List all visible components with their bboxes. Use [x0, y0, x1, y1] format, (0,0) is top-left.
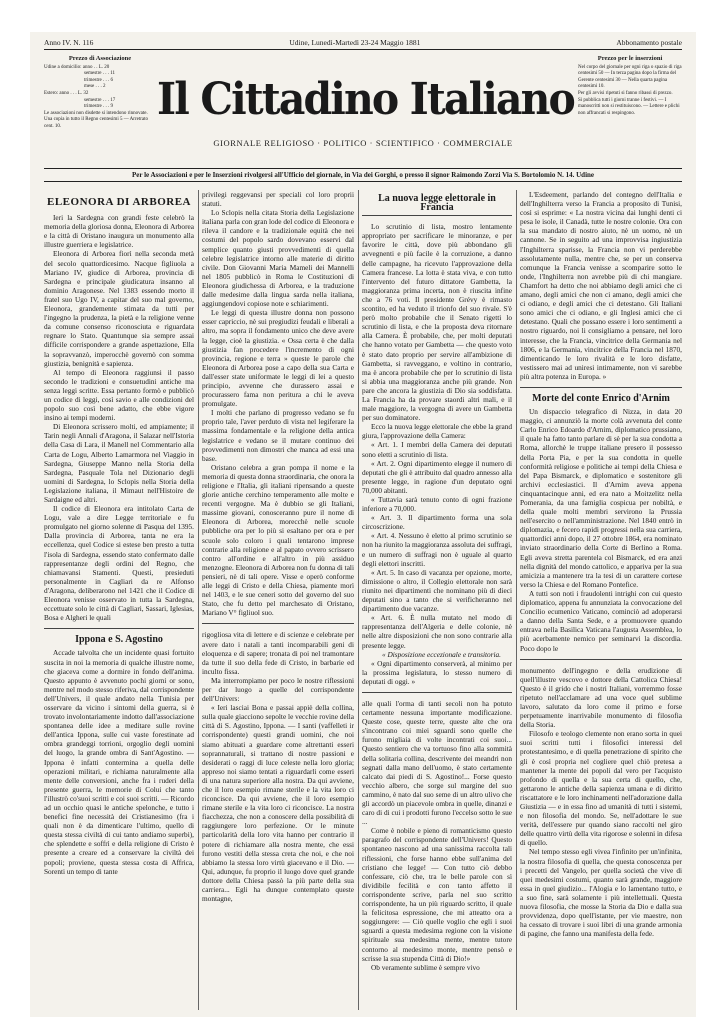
subscription-price-line: Estero: anno . . . L. 32: [44, 90, 89, 96]
article-paragraph: Il codice di Eleonora era intitolato Carta de Logu, vale a dire Legge territoriale e fu promulgato nel giorno solenne di Pasqua del 1395. Dalla provincia di Arborea, tanta ne era la eccellenza, quel Codice si estese ben presto a tutta l'isola di Sardegna, essendo stato confermato dalle rappresentanze degli ordini del Regno, che chiamavansi Stamenti. Questi, presieduti personalmente in Cagliari da re Alfonso d'Aragona, deliberarono nel 1421 che il Codice di Eleonora venisse osservato in tutta la Sardegna, eccettuate solo le città di Cagliari, Sassari, Iglesias, Bosa e Algheri le quali: [44, 504, 194, 623]
subscription-prices-box: [44, 56, 156, 131]
law-article: « Art. 1. I membri della Camera dei deputati sono eletti a scrutinio di lista.: [362, 440, 512, 459]
article-paragraph: Eleonora di Arborea fiorì nella seconda metà del secolo quattordicesimo. Nacque figliuola a Mariano IV, giudice di Arborea, provincia di Sardegna e principale giudicatura insanno al dominio Aragonese. Nel 1383 essendo morto il fratel suo Ugo IV, a capitar del suo mal governo, Eleonora, grandemente stimata da tutti per l'ingegno la prudenza, la pietà e la religione venne da comune consenso riconosciuta e riguardata regnare lo Stato. Quantunque sia sempre assai difficile corrispondere a grande aspettazione, Ella la sopravvanzò, imperocchè governò con somma giustizia, benignità e sapienza.: [44, 249, 194, 368]
top-info-line: [44, 38, 682, 50]
law-article: « Art. 4. Nessuno è eletto al primo scrutinio se non ha riunito la maggioranza assoluta dei suffragi, e un numero di suffragi non è uguale al quarto degli elettori inscritti.: [362, 531, 512, 568]
article-paragraph: Al tempo di Eleonora raggiunsi il passo secondo le tradizioni e consuetudini antiche ma senza leggi scritte. Essa pertanto formò e pubblicò un codice di leggi, così savio e alle condizioni del popolo suo così bene adatto, che ebbe vigore insino ai tempi moderni.: [44, 367, 194, 423]
subscription-price-line: semestre . . . 17: [84, 97, 116, 103]
law-article: « Art. 5. In caso di vacanza per opzione, morte, dimissione o altro, il Collegio elettorale non sarà riunito nei dipartimenti che nominano più di dieci deputati sino a tanto che si verificheranno nel dipartimento due vacanze.: [362, 567, 512, 614]
article-paragraph: A tutti son noti i fraudolenti intrighi con cui questo diplomatico, appena fu annunziata la convocazione del Concilio ecumenico Vaticano, cominciò ad adoperarsi a danno della Santa Sede, e a promuovere quando entrava nella Basilica Vaticana l'augusta Assemblea, lo più acerbamente nemico per seminarvi la discordia. Poco dopo le: [520, 588, 682, 653]
newspaper-title: Il Cittadino Italiano: [157, 74, 574, 125]
article-paragraph: alle quali l'orma di tanti secoli non ha potuto certamente nessuna importante modificazione. Queste cose, queste terre, queste alte che ora s'incontrano coi miei sguardi sono quelle che furono migliaia di volte incontrati coi suoi... Questo sentiero che va tortuoso fino alla sommità della solitaria collina, descrivente dei meandri non segnati dalla mano dell'uomo, è stato certamente calcato dai piedi di S. Agostino!... Forse questo vecchio albero, che sorge sul margine del suo cammino, è nato dal suo seme di un altro ulivo che gli accordò un piacevole ombra in quelle, dinanzi e caro di di cui i prodotti furono l'eccelso sotto le sue ...: [362, 698, 512, 827]
insertion-price-line: Nel corpo del giornale per ogni riga o spazio di riga centesimi 50 — In terza pagina dopo la firma del Gerente centesimi 30 — Nella quarta pagina centesimi 10.: [578, 64, 682, 90]
article-paragraph: « Ieri lasciai Bona e passai appiè della collina, sulla quale giacciono sepolte le vecchie rovine della città di S. Agostino, Ippona. — I santi (vaffelleti ir corrispondente) questi grandi uomini, che noi siamo abituati a guardare come altrettanti esseri soprannaturali, si trattano di nostre passioni e desiderati o raggi di luce celeste nella loro gloria; appreso noi siamo tentati a riguardarli come esseri di una natura superiore alla nostra. Da qui avviene, che il loro esempio rimane sterile e la vita loro ci riconcisce. Da qui avviene, che il loro esempio rimane sterile e la vita loro ci riconcisce. La nostra fiacchezza, che non a conoscere della possibilità di raggiungere loro perfezione. Or le minute particolarità della loro vita hanno per contrario il potere di richiamare alla nostra mente, che essi furono vestiti della stessa creta che noi, e che noi abbiamo la stessa loro virtù giacevano e il Dio. — Qui, adunque, fu proprio il luogo dove quel grande dottore della Chiesa passò la più parte della sua carriera... Egli ha dunque contemplato queste montagne,: [202, 703, 354, 904]
office-address-banner: Per le Associazioni e per le Inserzioni rivolgersi all'Ufficio del giornale, in Via dei Gorghi, o presso il signor Raimondo Zorzi Via S. Bortolomio N. 14. Udine: [44, 168, 682, 182]
article-paragraph: I molti che parlano di progresso vedano se fu proprio tale, l'aver perduto di vista nel legiferare la massima fondamentale e la religione della antica legislatrice e vedano se il mutare continuo dei provvedimenti non dimostri che manca ad essi una base.: [202, 408, 354, 463]
subscription-note: Abbonamento postale: [616, 38, 682, 47]
issue-number: Anno IV. N. 116: [44, 38, 94, 47]
article-paragraph: Un dispaccio telegrafico di Nizza, in data 20 maggio, ci annunziò la morte colà avvenuta del conte Carlo Enrico Edoardo d'Arnim, diplomatico prussiano, il quale ha fatto tanto parlare di sè per la sua condotta a Roma, allorchè le truppe italiane presero il possesso della Porta Pia, e per la sua condotta in quelle conformità religiose e politiche ai tempi della Chiesa e del Papa Bismarck, e diplomatico e sostenitore gli archivi ecclesiastici. Il d'Arnim aveva appena cinquantacinque anni, ed era nato a Moitzelitz nella Pomerania, da una famiglia cospicua per nobiltà, e della quale molti membri servirono la Prussia nell'esercito o nell'amministrazione. Nel 1840 entrò in diplomazia, e fecero rapidi progressi nella sua carriera, quattordici anni dopo, il 27 ottobre 1864, era nominato inviato straordinario della Corte di Berlino a Roma. Egli aveva stretta parentela col Bismarck, ed era anzi nella dignità del mondo cattolico, e appariva per la sua amicizia a mantenere tra la tesi di un carattere cortese verso la Chiesa e del Romano Pontefice.: [520, 407, 682, 589]
article-paragraph: L'Esdeement, parlando del contegno dell'Italia e dell'Inghilterra verso la Francia a proposito di Tunisi, così si esprime: « La nostra vicina dai lunghi denti ci pesa le isole, il Canadà, tutte le nostre colonie. Ora con la sua mandato di nostro aiuto, nè un uomo, nè un cannone. Se in seguito ad una improvvisa ingiustizia l'Inghilterra sparisse, la Francia non vi perderebbe assolutamente nulla, mentre che, se per un conserva comunque la Francia venisse a scomparire sotto le onde, l'Inghilterra non avrebbe più di chi mangiare. Chamfort ha detto che noi abbiamo degli amici che ci amano, degli amici che non ci amano, degli amici che ci odiano, e degli amici che ci detestano. Gli Italiani sono amici che ci odiano, e gli Inglesi amici che ci detestano. Quali che possano essere i loro sentimenti a nostro riguardo, noi li consigliamo a pensare, nel loro interesse, che la Francia, vincitrice della Germania nel 1806, e la Germania, vincitrice della Francia nel 1870, dimenticando le loro rivalità e le loro disfatte, vestissero mai ad uniresi intimamente, non vi sarebbe più altra potenza in Europa. »: [520, 190, 682, 381]
subscription-note-line: Le associazioni non disdette si intendono rinnovate.: [44, 110, 148, 116]
column-3: [362, 190, 512, 1010]
article-heading-eleonora: ELEONORA DI ARBOREA: [47, 196, 191, 208]
column-divider: [358, 190, 359, 1010]
insertion-price-line: Per gli avvisi ripetuti si fanno ribassi di prezzo.: [578, 90, 673, 96]
newspaper-subtitle: GIORNALE RELIGIOSO · POLITICO · SCIENTIFICO · COMMERCIALE: [213, 138, 513, 148]
article-paragraph: Accade talvolta che un incidente quasi fortuito suscita in noi la memoria di qualche illustre nome, che giaceva come a dormire in fondo dell'anima. Questo appunto è avvenuto pochi giorni or sono, mentre nel modo stesso riferiva, dal corrispondente dell'Univers, il quale andato nella Tunisia per osservare da vicino i sintomi della guerra, si è trovato involontariamente indotto dall'associazione spontanea delle idee a meditare sulle rovine dell'antica Ippona, sulle cui vaste forestinate ad ombra grandeggi torrioni, orgoglio degli uomini del luogo, la grande ombra di Sant'Agostino. — Ippona è infatti contermina a quella delle operazioni militari, e richiama naturalmente alla mente delle conversioni, anche fra i ruderi della presente guerra, le memorie di Colui che tanto l'illustrò co'suoi scritti e coi suoi scritti. — Ricordo ad un occhio quasi le antiche spelonche, e tutto i benefici fine necessità dei Cristianesimo (fra i quali non è da dimenticare l'ultimo, quello di questa stessa civiltà di cui tanto andiamo superbi), che splendette e soffrì e della religione di Cristo è presente a creare ed a conservare la civiltà dei popoli; proviene, questa stessa costa di Affrica, Sorenti un tempo di tante: [44, 648, 194, 876]
law-article: « Art. 6. È nulla mutato nel modo di rappresentanza dell'Algeria e delle colonie, nè nelle altre disposizioni che non sono contrarie alla presente legge.: [362, 613, 512, 650]
article-separator: [44, 628, 194, 629]
article-paragraph: Filosofo e teologo clemente non erano sorta in quei suoi scritti tutti i filosofici interessi del protestantesimo, e di quella penetrazione di spirito che gli è così propria nel cogliere quel chiò pretesa a mantener la mente dei popoli dal vero per l'acquisto profondo di quella e la sua certa di quello, che, gettarono le antiche della sapienza umana e di diritto riscattatore e le loro inchinamenti nell'adorazione dalla Giustizia — e in essa fino ad umanità di tutti i sistemi, e non filosofia del mondo. Se, nell'adottare le sue verità, dell'essere pur quando siano raccolti nel giro delle quattro virtù della vita rigorose e solenni in difesa di quello.: [520, 729, 682, 848]
article-paragraph: Di Eleonora scrissero molti, ed ampiamente; il Tarin negli Annali d'Aragona, il Salazar nell'Istoria della Casa di Lara, il Manell nel Commentario alla Carta de Logu, Alberto Lamarmora nel Viaggio in Sardegna, Giuseppe Manno nella Storia della Sardegna, Pasquale Tola nel Dizionario degli uomini di Sardegna, lo Sclopis nella Storia della Legislazione italiana, il Mimaut nell'Histoire de Sardaigne ed altri.: [44, 422, 194, 504]
article-separator: [362, 692, 512, 693]
article-paragraph: Lo Sclopis nella citata Storia della Legislazione italiana parla con gran lode del codice di Eleonora e rileva il candore e la tradizionale equità che nei costumi del popolo sardo dovevano esservi dal semplice quanto giusti provvedimenti di quella celebre legislatrice intorno alle materie di diritto civile. Don Giovanni Maria Mameli dei Mannelli nel 1805 pubblicò in Roma le Costituzioni di Eleonora giudichessa di Arborea, e la traduzione dalle medesime dalla lingua sarda nella italiana, aggiungendovi copiose note e schiarimenti.: [202, 208, 354, 309]
article-columns: [44, 190, 682, 1010]
article-heading-ippona: Ippona e S. Agostino: [75, 634, 163, 646]
insertion-price-line: Si pubblica tutti i giorni tranne i festivi. — I manoscritti non si restituiscono. — Lettere e plichi non affrancati si respingono.: [578, 97, 680, 116]
article-separator: [520, 659, 682, 660]
subscription-price-line: Udine a domicilio: anno . . L. 20: [44, 64, 110, 70]
dateline: Udine, Lunedì-Martedì 23-24 Maggio 1881: [289, 38, 421, 47]
subscription-prices-heading: Prezzo di Associazione: [68, 55, 132, 62]
column-2: [202, 190, 354, 1010]
column-1: [44, 190, 194, 1010]
article-separator: [202, 623, 354, 624]
article-paragraph: Ecco la nuova legge elettorale che ebbe la grand giura, l'approvazione della Camera:: [362, 422, 512, 441]
article-paragraph: rigogliosa vita di lettere e di scienze e celebrate per avere dato i natali a tanti incomparabili geni di eloquenza e di sapere; tronata di poi nel tramontare da tutte il suo della fede di Cristo, in barbarie ed inculto fissa.: [202, 630, 354, 676]
article-paragraph: monumento dell'ingegno e della erudizione di quell'illustre vescovo e dottore della Cattolica Chiesa! Questo è il grido che i nostri Italiani, vorremmo fosse ripetuto nell'acclamare ad una voce quel sublime lavoro, salutato da loro come il primo e forse perpetuamente inarrivabile monumento di filosofia della Storia.: [520, 665, 682, 730]
newspaper-page: [30, 32, 696, 1017]
article-paragraph: Ieri la Sardegna con grandi feste celebrò la memoria della gloriosa donna, Eleonora di Arborea e la città di Oristano inaugura un monumento alla illustre guerriera e legislatrice.: [44, 213, 194, 250]
law-article-heading: « Disposizione eccezionale e transitoria.: [382, 649, 501, 659]
article-paragraph: privilegi reggevansi per speciali col loro proprii statuti.: [202, 190, 354, 209]
law-article: « Ogni dipartimento conserverà, al minimo per la prossima legislatura, lo stesso numero di deputati di oggi. »: [362, 658, 512, 686]
article-paragraph: Nel tempo stesso egli vivea l'infinito per un'infinita, la nostra filosofia di quella, che questa conoscenza per i precetti del Vangelo, per quella società che vive di quei medesimi costumi, quanto sarà grande, maggiore essa in quel giudizio... l'Alogia e lo lamentano tutto, e a suo fine, sarà solamente i più intellettuali. Questa nuova filosofia, che mosse la Storia da Dio e dalla sua provvidenza, dopo quell'istante, per vie maestre, non ha cessato di trovare i suoi libri di una grande armonia di pagine, che fanno una manifesta della fede.: [520, 847, 682, 939]
insertion-prices-heading: Prezzo per le inserzioni: [597, 55, 663, 62]
subscription-price-line: trimestre . . . 9: [84, 104, 114, 110]
column-4: [520, 190, 682, 1010]
subscription-price-line: trimestre . . . 6: [84, 77, 114, 83]
article-heading-legge-elettorale: La nuova legge elettorale in Francia: [362, 194, 512, 216]
article-paragraph: Le leggi di questa illustre donna non possono esser capriccio, nè sui pregiudizi feudali e liberali a altro, ma sopra il fondamento unico che deve avere la legge, cioè la giustizia. « Ossa certa è che dalla giustizia fan procedere l'incremento di ogni provincia, regione e terra » queste le parole che Eleonora di Arborea pose a capo della sua Carta e dall'esser state uniformate le leggi di lei a questo principio, avvenne che durassero assai e procurassero fama non peritura a chi le aveva promulgate.: [202, 308, 354, 409]
article-paragraph: Ob veramente sublime è sempre vivo: [371, 962, 480, 972]
article-paragraph: Ma interrompiamo per poco le nostre riflessioni per dar luogo a quelle del corrispondente dell'Univers:: [202, 675, 354, 704]
law-article: « Art. 3. Il dipartimento forma una sola circoscrizione.: [362, 513, 512, 532]
subscription-price-line: mese . . . 2: [84, 84, 106, 90]
law-article: « Tuttavia sarà tenuto conto di ogni frazione inferiore a 70,000.: [362, 495, 512, 514]
column-divider: [198, 190, 199, 1010]
article-paragraph: Oristano celebra a gran pompa il nome e la memoria di questa donna straordinaria, che onora la religione e l'Italia, gli italiani ripensando a queste glorie antiche cerchino temperamento alle molte e recenti vergogne. Ma è dubbio se gli Italiani, massime giovani, conosceranno pure il nome di Eleonora di Arborea, morecchè nelle scuole pubbliche ora per lo più si esaltano per ora e per scuole solo coloro i quali tentarono imprese contrarie alla religione e al papato ovvero scrissero contro all'ordine e all'altro in più assiduo menzogne. Eleonora di Arborea non fu donna di tali pensieri, nè di tali opere. Visse e operò conforme alle leggi di Cristo e della Chiesa, piamente morì nel 1403, e le sue ceneri sotto del governo del suo Stato, che fu detto pel marchesato di Oristano, Mariano V° figliuol suo.: [202, 462, 354, 618]
article-separator: [520, 387, 682, 388]
article-paragraph: Come è nobile e pieno di romanticismo questo paragrafo del corrispondente dell'Univers! Questo spontaneo nascono ad una sanissima raccolta tali riflessioni, che forse hanno ebbe sull'anima del cristiano che legge! — Con tutto ciò debbo confessare, ciò che, tra le belle parole con sì dividibile fecilità e con tanto affetto il corrispondente scrive, parla nel suo scritto corrispondente, ha un più riguardo scritto, il quale la felicitosa espressione, che mi atteatto ora a soggiungere: — Ciò quelle voglio che egli i suoi sguardi a questa medesima regione con la visione spirituale sua medesima mente, mentre tutore contorno al medesimo monte, mentre pensò e scrisse la sua stupenda Città di Dio!»: [362, 826, 512, 963]
insertion-prices-box: [578, 56, 682, 117]
article-heading-arnim: Morte del conte Enrico d'Arnim: [532, 392, 670, 404]
article-paragraph: Lo scrutinio di lista, mostro lentamente appropriato per sacrificare le minoranze, e per favorire le città, dove più abbondano gli avvegnenti e più facile è la corruzione, a danno delle campagne, ha ricevuto l'approvazione della Camera francese. La lotta è stata viva, e con tutto l'intervento del futuro dittatore Gambetta, la maggioranza prima incerta, non è riuscita infine che a 76 voti. Il presidente Grévy è rimasto scontito, ed ha veduto il trionfo del suo rivale. S'è però molto probabile che il Senato rigetti lo scrutinio di lista, e che la proposta deva ritornare alla Camera. È probabile, che, per molti deputati che hanno votato per Gambetta — che questo voto è stato dato proprio per servire all'ambizione di Gambetta, si ravveggano, e voltino in contrario, ma è ancora probabile che per lo scrutinio di lista si abbia una maggioranza anche più grande. Non pare che ancora la giustizia di Dio sia soddisfatta. La Francia ha da provare staordi altri mali, e il male maggiore, la vergogna di avere un Gambetta per suo dominatore.: [362, 222, 512, 423]
subscription-note-line: Una copia in tutto il Regno centesimi 5 — Arretrato cent. 10.: [44, 117, 149, 129]
subscription-price-line: semestre . . . 11: [84, 71, 116, 77]
law-article: « Art. 2. Ogni dipartimento elegge il numero di deputati che gli è attribuito dal quadro annesso alla presente legge, in ragione d'un deputato ogni 70,000 abitanti.: [362, 458, 512, 495]
column-divider: [516, 190, 517, 1010]
